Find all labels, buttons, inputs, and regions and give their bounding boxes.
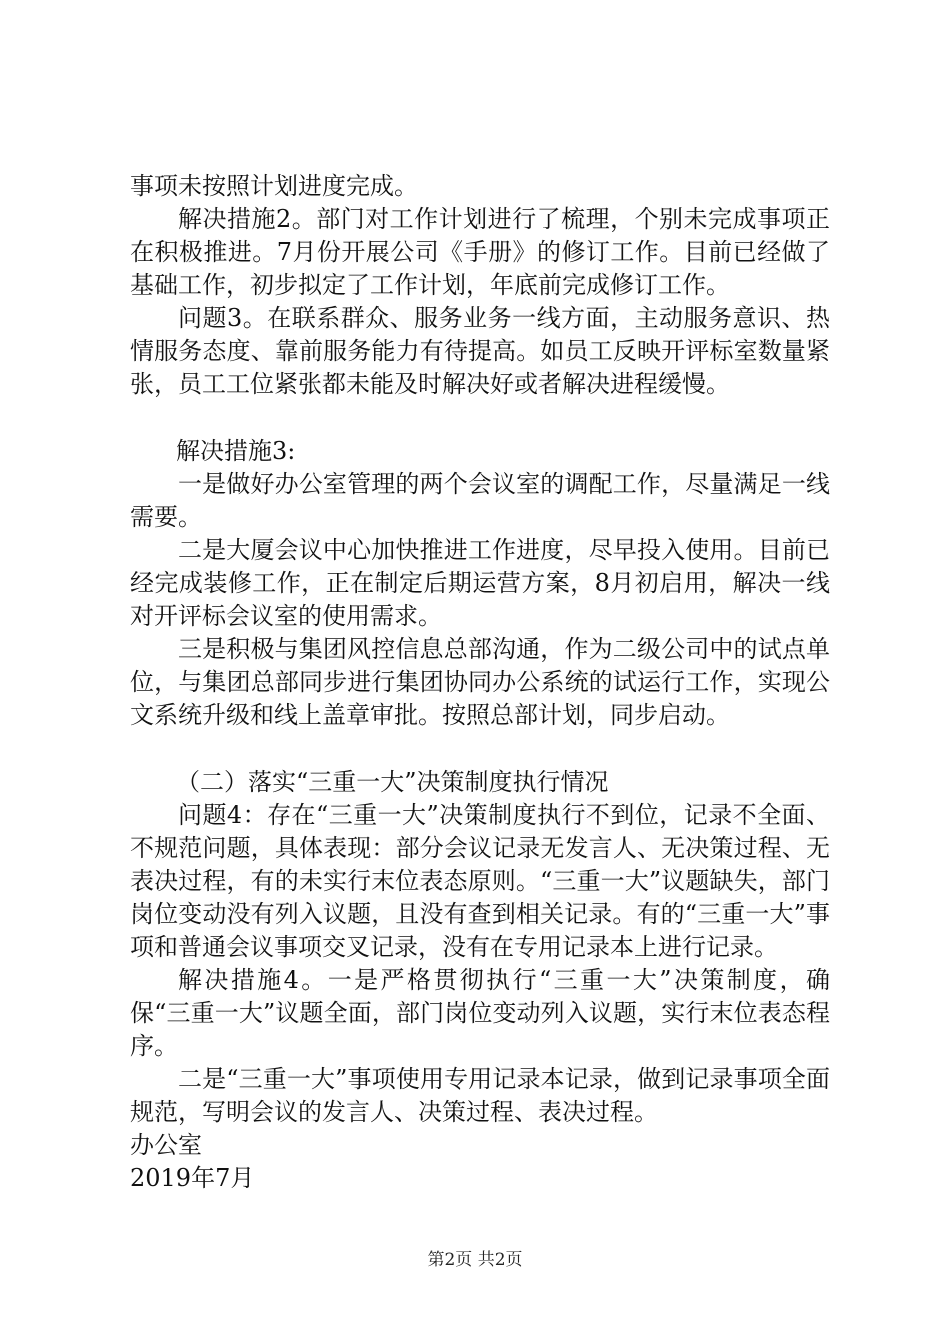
paragraph-measure-3-item-3: 三是积极与集团风控信息总部沟通，作为二级公司中的试点单位，与集团总部同步进行集团协同办公系统的试运行工作，实现公文系统升级和线上盖章审批。按照总部计划，同步启动。 [130,635,830,729]
paragraph-measure-3-item-1: 一是做好办公室管理的两个会议室的调配工作，尽量满足一线需要。 [130,470,830,531]
paragraph-problem-3: 问题3。在联系群众、服务业务一线方面，主动服务意识、热情服务态度、靠前服务能力有待提高。如员工反映开评标室数量紧张，员工工位紧张都未能及时解决好或者解决进程缓慢。 [130,304,830,398]
paragraph-continuation: 事项未按照计划进度完成。 [130,172,418,200]
paragraph-measure-4-item-2: 二是“三重一大”事项使用专用记录本记录，做到记录事项全面规范，写明会议的发言人、决策过程、表决过程。 [130,1065,830,1126]
signature-org: 办公室 [130,1131,202,1159]
signature-date: 2019年7月 [130,1164,255,1192]
paragraph-measure-3-item-2: 二是大厦会议中心加快推进工作进度，尽早投入使用。目前已经完成装修工作，正在制定后期运营方案，8月初启用，解决一线对开评标会议室的使用需求。 [130,536,830,630]
page-footer: 第2页 共2页 [427,1250,523,1270]
section-heading-2: （二）落实“三重一大”决策制度执行情况 [176,768,609,796]
document-body [130,170,830,1195]
paragraph-measure-2: 解决措施2。部门对工作计划进行了梳理，个别未完成事项正在积极推进。7月份开展公司《手册》的修订工作。目前已经做了基础工作，初步拟定了工作计划，年底前完成修订工作。 [130,205,830,299]
paragraph-gap [130,732,830,766]
paragraph-measure-3-heading: 解决措施3: [176,437,296,465]
paragraph-problem-4: 问题4：存在“三重一大”决策制度执行不到位，记录不全面、不规范问题，具体表现：部分会议记录无发言人、无决策过程、无表决过程，有的未实行末位表态原则。“三重一大”议题缺失，部门岗位变动没有列入议题，且没有查到相关记录。有的“三重一大”事项和普通会议事项交叉记录，没有在专用记录本上进行记录。 [130,801,830,961]
paragraph-gap [130,401,830,435]
paragraph-measure-4: 解决措施4。一是严格贯彻执行“三重一大”决策制度，确保“三重一大”议题全面，部门岗位变动列入议题，实行末位表态程序。 [130,966,830,1060]
